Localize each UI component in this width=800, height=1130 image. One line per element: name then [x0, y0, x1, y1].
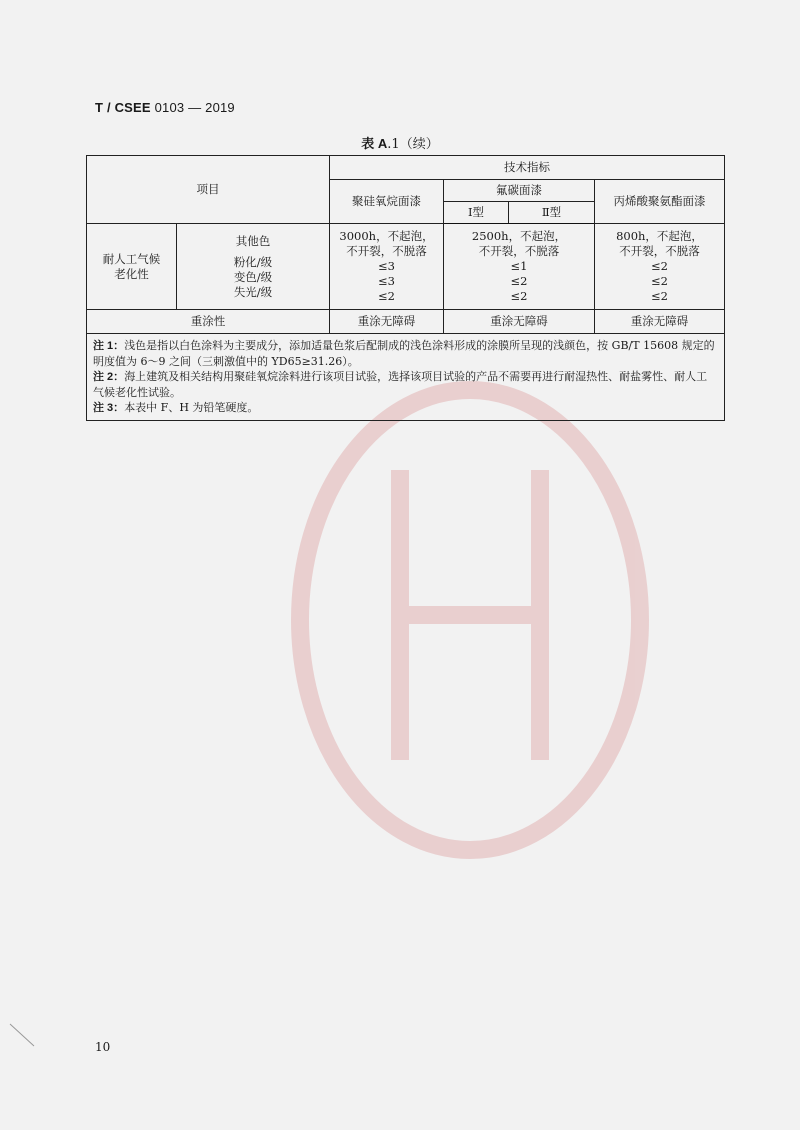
note-2: 注 2：海上建筑及相关结构用聚硅氧烷涂料进行该项目试验，选择该项目试验的产品不需要再进行耐湿热性、耐盐雾性、耐人工气候老化性试验。	[93, 370, 708, 399]
header-polysiloxane: 聚硅氧烷面漆	[330, 180, 444, 224]
weathering-label: 耐人工气候 老化性	[87, 224, 177, 310]
header-acrylic-pu: 丙烯酸聚氨酯面漆	[595, 180, 725, 224]
header-item: 项目	[87, 156, 330, 224]
table-title: 表 A.1（续）	[361, 136, 439, 152]
note-1: 注 1：浅色是指以白色涂料为主要成分，添加适量色浆后配制成的浅色涂料形成的涂膜所呈现的浅颜色，按 GB/T 15608 规定的明度值为 6～9 之间（三刺激值中的 YD65≥31.26）。	[93, 339, 715, 368]
document-code: T / CSEE 0103 — 2019	[95, 100, 235, 115]
header-tech-indicator: 技术指标	[330, 156, 725, 180]
weathering-sub-items: 其他色 粉化/级 变色/级 失光/级	[177, 224, 330, 310]
recoat-label: 重涂性	[87, 310, 330, 334]
spec-table	[86, 155, 725, 421]
table-notes	[87, 334, 725, 421]
note-3: 注 3：本表中 F、H 为铅笔硬度。	[93, 401, 259, 414]
recoat-polysiloxane: 重涂无障碍	[330, 310, 444, 334]
header-fluorocarbon: 氟碳面漆	[444, 180, 595, 202]
scan-mark	[8, 1020, 38, 1050]
weathering-fluorocarbon: 2500h，不起泡， 不开裂，不脱落 ≤1 ≤2 ≤2	[444, 224, 595, 310]
page-number: 10	[95, 1040, 111, 1054]
recoat-fluorocarbon: 重涂无障碍	[444, 310, 595, 334]
header-type1: Ⅰ型	[444, 202, 509, 224]
weathering-acrylic-pu: 800h，不起泡， 不开裂，不脱落 ≤2 ≤2 ≤2	[595, 224, 725, 310]
weathering-polysiloxane: 3000h，不起泡， 不开裂，不脱落 ≤3 ≤3 ≤2	[330, 224, 444, 310]
recoat-acrylic-pu: 重涂无障碍	[595, 310, 725, 334]
header-type2: Ⅱ型	[509, 202, 595, 224]
